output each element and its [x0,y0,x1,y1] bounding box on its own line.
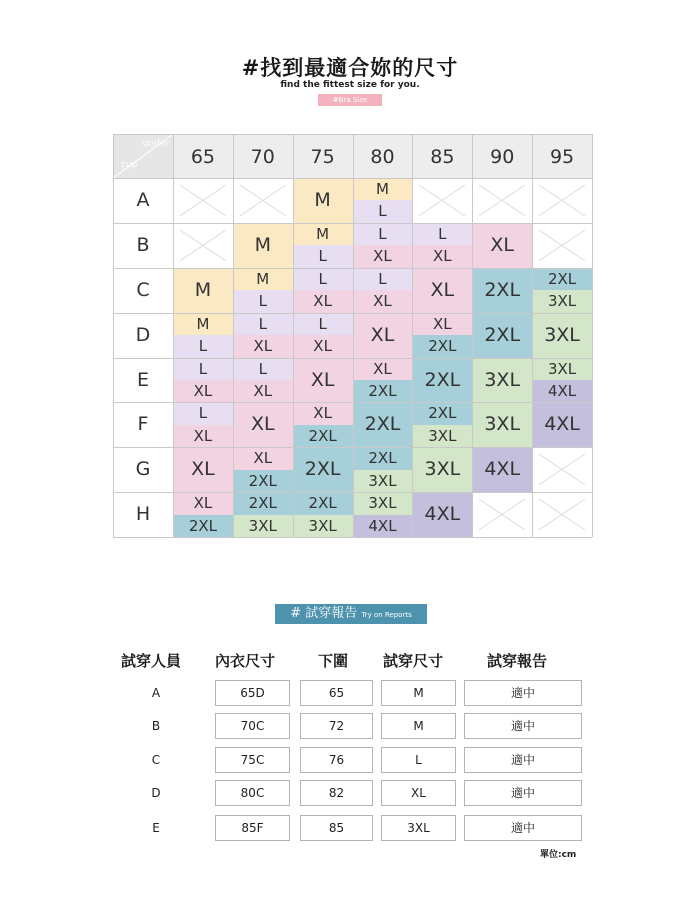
size-cell: 3XL [472,402,532,447]
size-cell: XL [293,358,353,403]
size-cell: 2XL [412,358,472,403]
report-cell-bra: 65D [215,680,290,706]
report-person: C [151,753,161,767]
report-column-header: 下圍 [318,652,349,670]
column-header: 70 [233,134,293,178]
report-cell-size: M [381,680,456,706]
report-cell-size: XL [381,780,456,806]
report-cell-size: L [381,747,456,773]
size-cell: XL [233,402,293,447]
size-cell: XL [233,380,293,402]
size-cell: XL [353,290,413,312]
size-cell: 3XL [353,492,413,514]
size-cell: M [173,268,233,313]
report-column-header: 內衣尺寸 [215,652,276,670]
size-chart [113,134,592,537]
size-cell: 2XL [233,492,293,514]
size-cell: XL [353,313,413,358]
size-cell: M [173,313,233,335]
report-cell-result: 適中 [464,713,582,739]
size-cell: 3XL [412,425,472,447]
grid-line [532,134,533,537]
try-on-report-badge [275,604,427,624]
empty-cell [532,223,592,268]
size-cell: XL [173,447,233,492]
size-cell: XL [353,358,413,380]
report-cell-bra: 85F [215,815,290,841]
grid-line [113,134,114,537]
size-cell: 2XL [472,268,532,313]
grid-line [472,134,473,537]
size-cell: 2XL [293,447,353,492]
grid-line [412,134,413,537]
try-on-report-title: # 試穿報告 [290,606,358,621]
grid-line [592,134,593,537]
grid-line [113,134,592,135]
report-person: E [152,821,160,835]
grid-line [113,358,592,359]
size-cell: 4XL [412,492,472,537]
size-cell: 2XL [293,492,353,514]
report-cell-bra: 80C [215,780,290,806]
grid-line [113,537,592,538]
size-cell: XL [412,268,472,313]
row-header: D [113,313,173,358]
size-cell: M [353,178,413,200]
corner-under-label: under [142,139,169,149]
size-cell: XL [412,245,472,267]
report-column-header: 試穿尺寸 [383,652,444,670]
grid-line [173,134,174,537]
size-cell: L [173,358,233,380]
report-cell-size: M [381,713,456,739]
grid-line [293,134,294,537]
empty-cell [173,178,233,223]
size-cell: M [233,223,293,268]
report-column-header: 試穿人員 [121,652,182,670]
size-cell: M [293,178,353,223]
grid-line [113,178,592,179]
report-cell-size: 3XL [381,815,456,841]
report-cell-under: 76 [300,747,373,773]
size-cell: XL [233,447,293,469]
size-cell: L [173,335,233,357]
size-cell: 2XL [532,268,592,290]
report-cell-under: 72 [300,713,373,739]
report-cell-bra: 70C [215,713,290,739]
column-header: 65 [173,134,233,178]
size-cell: L [173,402,233,424]
size-cell: 4XL [472,447,532,492]
report-person: A [151,686,161,700]
size-cell: 3XL [472,358,532,403]
row-header: C [113,268,173,313]
grid-line [113,447,592,448]
size-cell: XL [293,335,353,357]
size-cell: 4XL [532,402,592,447]
size-cell: L [353,268,413,290]
size-cell: L [233,313,293,335]
grid-line [113,313,592,314]
column-header: 75 [293,134,353,178]
grid-line [113,492,592,493]
report-cell-under: 65 [300,680,373,706]
report-cell-result: 適中 [464,780,582,806]
grid-line [113,223,592,224]
size-cell: 2XL [412,335,472,357]
size-cell: XL [412,313,472,335]
row-header: G [113,447,173,492]
size-cell: 3XL [293,515,353,537]
report-cell-result: 適中 [464,680,582,706]
page-title: #找到最適合妳的尺寸 [241,56,459,80]
report-person: D [151,786,161,800]
size-cell: 4XL [532,380,592,402]
size-cell: XL [353,245,413,267]
size-cell: 3XL [532,290,592,312]
size-cell: L [293,268,353,290]
size-cell: L [412,223,472,245]
size-cell: XL [173,380,233,402]
size-cell: L [353,223,413,245]
size-cell: 2XL [353,380,413,402]
report-column-header: 試穿報告 [487,652,548,670]
try-on-report-subtitle: Try on Reports [361,611,412,619]
empty-cell [233,178,293,223]
size-cell: XL [472,223,532,268]
size-cell: 2XL [412,402,472,424]
size-cell: XL [233,335,293,357]
corner-cup-label: cup [121,160,138,170]
size-cell: L [233,358,293,380]
size-cell: XL [173,492,233,514]
column-header: 85 [412,134,472,178]
size-cell: 2XL [472,313,532,358]
row-header: E [113,358,173,403]
size-cell: L [293,245,353,267]
grid-line [233,134,234,537]
size-cell: M [293,223,353,245]
unit-note: 單位:cm [540,850,577,860]
column-header: 90 [472,134,532,178]
page-subtitle: find the fittest size for you. [280,80,420,90]
empty-cell [412,178,472,223]
grid-line [113,268,592,269]
empty-cell [532,492,592,537]
empty-cell [532,178,592,223]
size-cell: 2XL [173,515,233,537]
report-person: B [151,719,161,733]
empty-cell [173,223,233,268]
grid-line [353,134,354,537]
size-cell: M [233,268,293,290]
size-cell: 3XL [412,447,472,492]
size-cell: 3XL [532,358,592,380]
bra-size-badge: #Bra Size [318,94,382,106]
grid-line [113,402,592,403]
size-cell: L [233,290,293,312]
size-cell: 2XL [353,447,413,469]
size-cell: XL [293,402,353,424]
row-header: F [113,402,173,447]
size-cell: L [293,313,353,335]
report-cell-result: 適中 [464,815,582,841]
size-cell: 3XL [353,470,413,492]
empty-cell [472,178,532,223]
report-cell-result: 適中 [464,747,582,773]
report-cell-under: 82 [300,780,373,806]
empty-cell [532,447,592,492]
report-cell-under: 85 [300,815,373,841]
size-cell: 3XL [532,313,592,358]
size-cell: XL [173,425,233,447]
size-cell: 4XL [353,515,413,537]
report-cell-bra: 75C [215,747,290,773]
row-header: A [113,178,173,223]
size-cell: L [353,200,413,222]
row-header: H [113,492,173,537]
size-cell: XL [293,290,353,312]
column-header: 80 [353,134,413,178]
size-cell: 2XL [353,402,413,447]
row-header: B [113,223,173,268]
empty-cell [472,492,532,537]
size-cell: 3XL [233,515,293,537]
size-cell: 2XL [293,425,353,447]
column-header: 95 [532,134,592,178]
size-cell: 2XL [233,470,293,492]
